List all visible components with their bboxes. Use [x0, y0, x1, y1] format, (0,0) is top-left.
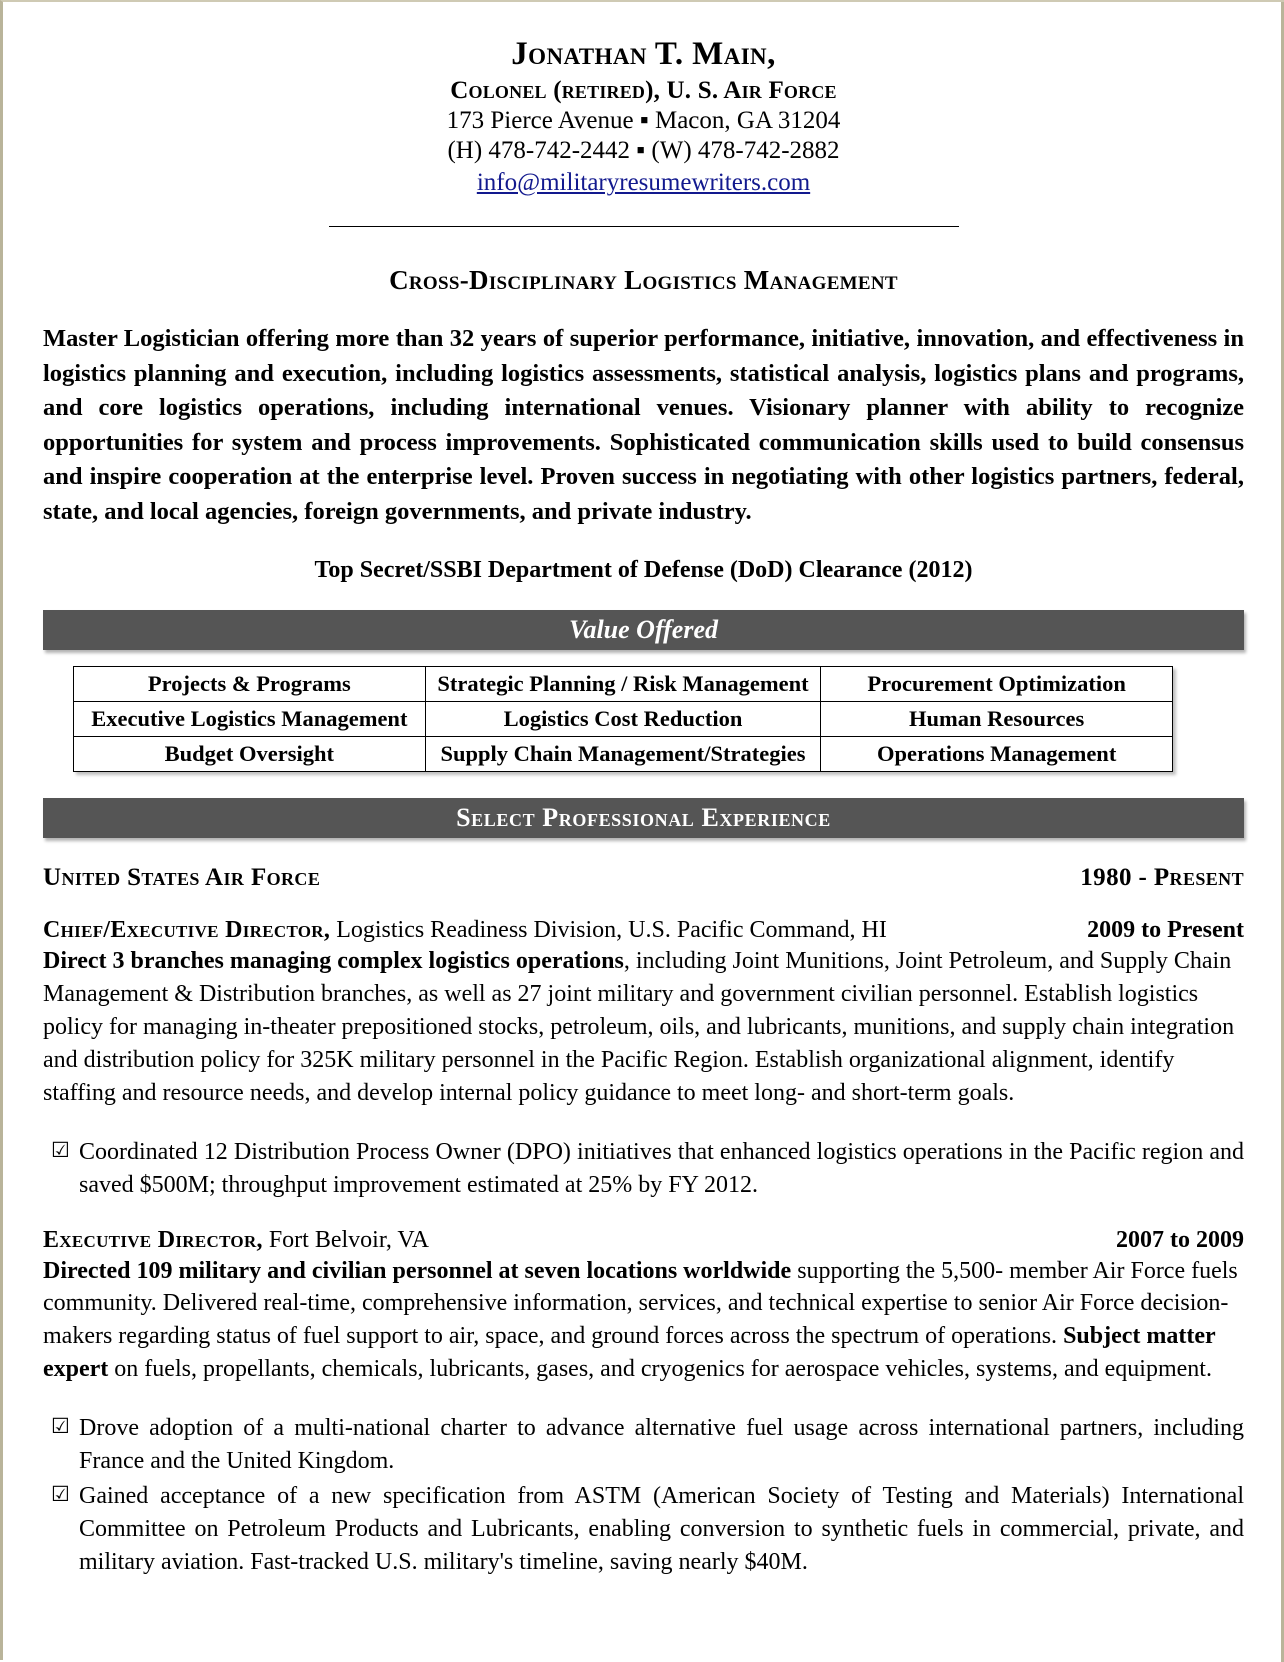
- value-offered-table: [73, 666, 1173, 772]
- job-dates: 2009 to Present: [1087, 917, 1244, 944]
- professional-headline: Cross-Disciplinary Logistics Management: [389, 265, 898, 296]
- security-clearance: Top Secret/SSBI Department of Defense (DoD) Clearance (2012): [314, 557, 973, 584]
- bullet-text: Coordinated 12 Distribution Process Owner (DPO) initiatives that enhanced logistics operations in the Pacific region and saved $500M; throughput improvement estimated at 25% by FY 2012.: [79, 1138, 1244, 1198]
- job-lead-bold: Direct 3 branches managing complex logistics operations: [43, 948, 624, 975]
- resume-header: [43, 36, 1244, 198]
- employer-dates: 1980 - Present: [1080, 864, 1244, 892]
- experience-banner: [43, 798, 1244, 838]
- table-row: [74, 702, 1173, 737]
- value-cell: Human Resources: [821, 702, 1173, 737]
- job-body-text: , including Joint Munitions, Joint Petroleum, and Supply Chain Management & Distribution branches, as well as 27 joint military and government civilian personnel. Establish logistics policy for managing in-theater prepositioned stocks, petroleum, oils, and lubricants, munitions, and supply chain integration and distribution policy for 325K military personnel in the Pacific Region. Establish organizational alignment, identify staffing and resource needs, and develop internal policy guidance to meet long- and short-term goals.: [43, 948, 1235, 1106]
- bullet-text: Drove adoption of a multi-national charter to advance alternative fuel usage across international partners, including France and the United Kingdom.: [79, 1415, 1244, 1474]
- job-entry: [43, 1227, 1244, 1579]
- job-title: Executive Director,: [43, 1226, 263, 1253]
- job-header: [43, 1227, 1244, 1254]
- professional-summary: Master Logistician offering more than 32 years of superior performance, initiative, innovation, and effectiveness in logistics planning and execution, including logistics assessments, statistical analysis, logistics plans and programs, and core logistics operations, including international venues. Visionary planner with ability to recognize opportunities for system and process improvements. Sophisticated communication skills used to build consensus and inspire cooperation at the enterprise level. Proven success in negotiating with other logistics partners, federal, state, and local agencies, foreign governments, and private industry.: [43, 325, 1244, 525]
- candidate-email-link[interactable]: info@militaryresumewriters.com: [476, 168, 811, 196]
- value-cell: Executive Logistics Management: [74, 702, 426, 737]
- header-divider: [329, 226, 959, 227]
- header-divider-wrap: [43, 214, 1244, 232]
- value-offered-banner-label: Value Offered: [568, 615, 718, 645]
- experience-banner-label: Select Professional Experience: [456, 803, 831, 833]
- list-item: [43, 1480, 1244, 1579]
- value-cell: Projects & Programs: [74, 667, 426, 702]
- candidate-address: 173 Pierce Avenue ▪ Macon, GA 31204: [446, 106, 841, 134]
- candidate-phones: (H) 478-742-2442 ▪ (W) 478-742-2882: [447, 137, 840, 165]
- job-description: [43, 1255, 1244, 1387]
- value-offered-table-wrap: [73, 666, 1173, 772]
- job-dates: 2007 to 2009: [1116, 1226, 1244, 1253]
- job-organization: Logistics Readiness Division, U.S. Pacific Command, HI: [330, 917, 887, 944]
- job-title: Chief/Executive Director,: [43, 917, 331, 944]
- table-row: [74, 667, 1173, 702]
- job-lead-bold: Directed 109 military and civilian personnel at seven locations worldwide: [43, 1257, 792, 1284]
- list-item: [43, 1136, 1244, 1202]
- value-cell: Supply Chain Management/Strategies: [425, 737, 821, 772]
- candidate-name: Jonathan T. Main,: [511, 36, 776, 72]
- list-item: [43, 1412, 1244, 1478]
- job-organization: Fort Belvoir, VA: [262, 1226, 429, 1253]
- value-cell: Operations Management: [821, 737, 1173, 772]
- checkbox-icon: ☑: [51, 1137, 70, 1162]
- value-cell: Strategic Planning / Risk Management: [425, 667, 821, 702]
- job-body-tail: on fuels, propellants, chemicals, lubricants, gases, and cryogenics for aerospace vehicles, systems, and equipment.: [108, 1356, 1212, 1383]
- job-title-line: [43, 1227, 429, 1254]
- value-cell: Logistics Cost Reduction: [425, 702, 821, 737]
- job-body-bold-2: Subject matter expert: [43, 1323, 1216, 1383]
- job-bullets: [43, 1136, 1244, 1202]
- job-description: [43, 945, 1244, 1109]
- table-row: [74, 737, 1173, 772]
- checkbox-icon: ☑: [51, 1481, 70, 1506]
- candidate-rank: Colonel (retired), U. S. Air Force: [450, 76, 837, 104]
- job-bullets: [43, 1412, 1244, 1578]
- job-title-line: [43, 917, 887, 944]
- job-entry: [43, 917, 1244, 1201]
- value-offered-banner: [43, 610, 1244, 650]
- checkbox-icon: ☑: [51, 1414, 70, 1438]
- job-body-text: supporting the 5,500- member Air Force fuels community. Delivered real-time, comprehensive information, services, and technical expertise to senior Air Force decision-makers regarding status of fuel support to air, space, and ground forces across the spectrum of operations.: [43, 1257, 1238, 1350]
- value-cell: Procurement Optimization: [821, 667, 1173, 702]
- employer-name: United States Air Force: [43, 864, 321, 892]
- value-cell: Budget Oversight: [74, 737, 426, 772]
- employer-row: [43, 864, 1244, 892]
- bullet-text: Gained acceptance of a new specification from ASTM (American Society of Testing and Materials) International Committee on Petroleum Products and Lubricants, enabling conversion to synthetic fuels in commercial, private, and military aviation. Fast-tracked U.S. military's timeline, saving nearly $40M.: [79, 1482, 1244, 1575]
- job-header: [43, 917, 1244, 944]
